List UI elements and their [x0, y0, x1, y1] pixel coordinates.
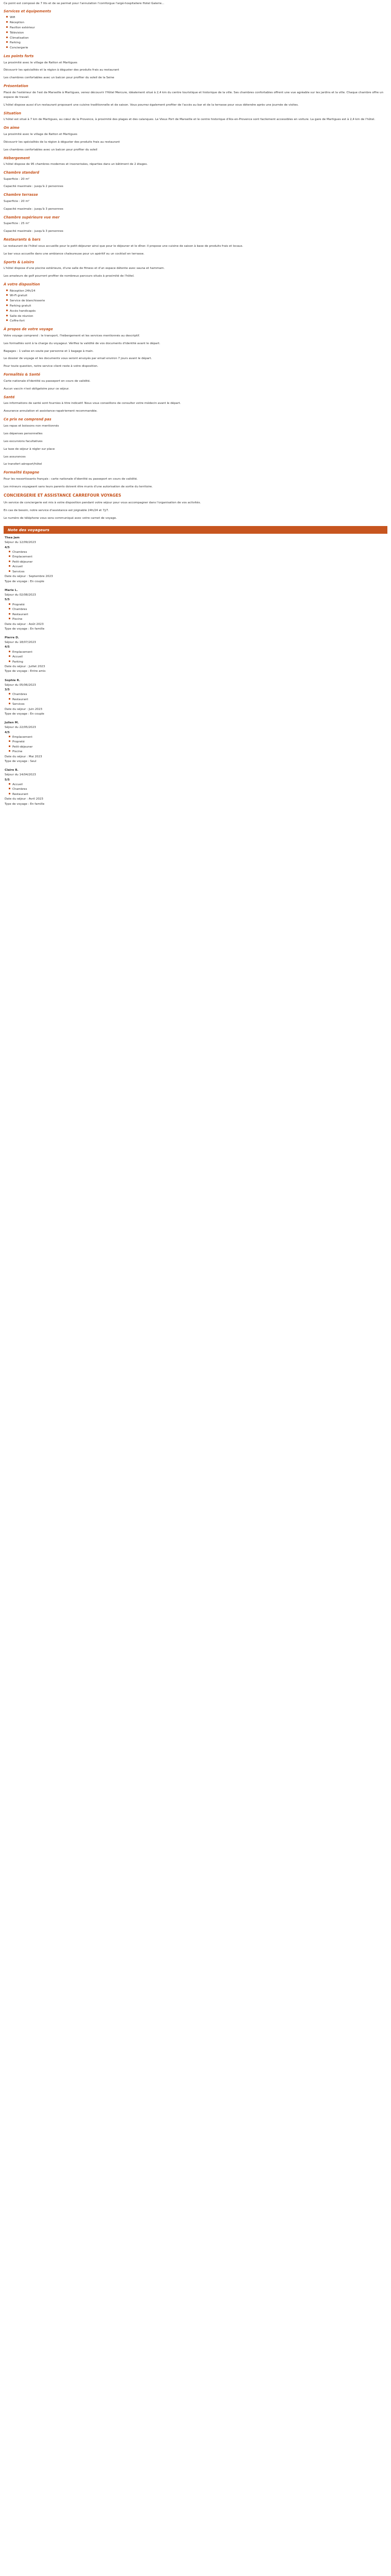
bullet-icon [9, 788, 10, 789]
bullet-icon [9, 655, 10, 657]
review-trip: Séjour du 14/04/2023 [5, 773, 36, 777]
review-like-item: Petit-déjeuner [9, 560, 387, 565]
review-item [5, 536, 387, 584]
pratique-title: Ce prix ne comprend pas [4, 417, 52, 422]
formalites-paragraph: Aucun vaccin n'est obligatoire pour ce séjour. [4, 387, 70, 391]
review-date: Date du séjour : Juin 2023 [5, 707, 42, 711]
pratique-item: Les excursions facultatives [4, 439, 43, 443]
bullet-icon [9, 555, 10, 557]
review-likes [5, 783, 387, 798]
bullet-icon [9, 603, 10, 605]
about-title: À propos de votre voyage [4, 327, 53, 332]
section-title: Restaurants & bars [4, 238, 41, 242]
review-item [5, 721, 387, 764]
section-paragraph: Découvrir les spécialités et la région à déguster des produits frais au restaurant [4, 69, 119, 72]
note-block-title: À votre disposition [4, 282, 40, 287]
review-author: Claire B. [5, 769, 19, 772]
section-paragraph: Superficie : 20 m² [4, 199, 30, 203]
note-item: Coffre-fort [6, 319, 387, 324]
review-item [5, 768, 387, 807]
review-trip: Séjour du 02/08/2023 [5, 594, 36, 597]
sante-paragraph: Assurance annulation et assistance-rapatriement recommandée. [4, 410, 97, 413]
section-paragraph: Le restaurant de l'hôtel vous accueille pour le petit-déjeuner ainsi que pour le déjeuner et le dîner. Il propose une cuisine de saison à base de produits frais et locaux. [4, 244, 243, 248]
bullet-icon [9, 693, 10, 694]
review-type: Type de voyage : Entre amis [5, 670, 46, 673]
review-like-item: Accueil [9, 783, 387, 788]
review-rating: 5/5 [5, 778, 10, 782]
review-author: Sophie R. [5, 679, 21, 682]
bullet-icon [6, 41, 8, 43]
section-paragraph: Les chambres confortables avec un balcon pour profiter du soleil de la Seine [4, 76, 115, 80]
review-like-item: Restaurant [9, 698, 387, 703]
formalites-paragraph: Carte nationale d'identité ou passeport en cours de validité. [4, 379, 91, 383]
page [0, 0, 391, 807]
review-trip: Séjour du 05/06/2023 [5, 683, 36, 687]
about-paragraph: Votre voyage comprend : le transport, l'hébergement et les services mentionnés au descriptif. [4, 334, 140, 337]
review-item [5, 679, 387, 717]
bullet-icon [9, 736, 10, 737]
review-like-item: Services [9, 702, 387, 707]
concierge-paragraph: Un service de conciergerie est mis à votre disposition pendant votre séjour pour vous accompagner dans l'organisation de vos activités. [4, 501, 201, 504]
review-like-item: Propreté [9, 603, 387, 608]
review-author: Thea Jam [5, 536, 20, 540]
section-paragraph: L'hôtel est situé à 7 km de Martigues, au cœur de la Provence, à proximité des plages et des calanques. Le Vieux Port de Marseille et le centre historique d'Aix-en-Provence sont facilement accessibles en voiture. La gare de Martigues est à 2,4 km de l'hôtel. [4, 118, 376, 122]
review-like-item: Emplacement [9, 735, 387, 740]
bullet-icon [9, 703, 10, 704]
intro-text: Ce point est composé de 7 lits et de se permet pour l'annulation l'comforgue l'argé-hospitaliere Hotel Galerie... [4, 2, 165, 5]
review-likes [5, 735, 387, 755]
formality-paragraph: Pour les ressortissants français : carte nationale d'identité ou passeport en cours de validité. [4, 477, 138, 481]
bullet-icon [9, 783, 10, 785]
sante-title: Santé [4, 395, 15, 399]
review-date: Date du séjour : Mai 2023 [5, 755, 42, 758]
bullet-icon [6, 299, 8, 301]
sections [4, 54, 387, 279]
section-title: Chambre supérieure vue mer [4, 215, 60, 219]
review-item [5, 588, 387, 632]
section-title: Chambre standard [4, 171, 39, 175]
section-paragraph: L'hôtel dispose de 95 chambres modernes et insonorisées, réparties dans un bâtiment de 2 étages. [4, 163, 148, 166]
section-paragraph: Capacité maximale : jusqu'à 2 personnes [4, 185, 63, 189]
about-paragraph: Pour toute question, notre service client reste à votre disposition. [4, 365, 99, 368]
section-title: Hébergement [4, 156, 30, 160]
note-item: Réception 24h/24 [6, 289, 387, 294]
concierge-paragraph: En cas de besoin, notre service d'assistance est joignable 24h/24 et 7j/7. [4, 509, 109, 512]
section-paragraph: Le bar vous accueille dans une ambiance chaleureuse pour un apéritif ou un cocktail en terrasse. [4, 252, 144, 256]
review-rating: 3/5 [5, 688, 10, 691]
review-like-item: Chambres [9, 607, 387, 613]
bullet-icon [9, 618, 10, 619]
sante-paragraph: Les informations de santé sont fournies à titre indicatif. Nous vous conseillons de consulter votre médecin avant le départ. [4, 402, 181, 405]
service-item: Wifi [6, 15, 387, 21]
pratique-item: Les assurances [4, 455, 26, 459]
bullet-icon [9, 608, 10, 609]
review-date: Date du séjour : Avril 2023 [5, 798, 43, 801]
formality-title: Formalité Espagne [4, 470, 40, 475]
bullet-icon [9, 745, 10, 747]
section-paragraph: Les amateurs de golf pourront profiter de nombreux parcours situés à proximité de l'hôtel. [4, 275, 135, 278]
section-title: Sports & Loisirs [4, 260, 35, 264]
review-rating: 4/5 [5, 546, 10, 549]
review-trip: Séjour du 18/07/2023 [5, 641, 36, 645]
review-type: Type de voyage : En famille [5, 627, 45, 631]
bullet-icon [9, 561, 10, 562]
bullet-icon [6, 21, 8, 23]
formality-paragraph: Les mineurs voyageant sans leurs parents doivent être munis d'une autorisation de sortie du territoire. [4, 485, 153, 488]
about-paragraph: Bagages : 1 valise en soute par personne et 1 bagage à main. [4, 349, 94, 353]
bullet-icon [6, 290, 8, 291]
bullet-icon [9, 750, 10, 752]
service-item: Réception [6, 21, 387, 26]
pratique-item: La taxe de séjour à régler sur place [4, 447, 55, 451]
pratique-item: Les repas et boissons non mentionnés [4, 424, 59, 428]
service-item: Parking [6, 41, 387, 46]
bullet-icon [9, 793, 10, 794]
section-paragraph: Découvrir les spécialités de la région à déguster des produits frais au restaurant [4, 140, 120, 144]
bullet-icon [6, 31, 8, 33]
section-title: Chambre terrasse [4, 193, 38, 197]
review-rating: 5/5 [5, 598, 10, 602]
section-paragraph: La proximité avec le village de Ratton et Martigues [4, 61, 77, 64]
section-paragraph: Capacité maximale : jusqu'à 3 personnes [4, 207, 63, 211]
section-paragraph: Placé de l'extérieur de l'est de Marseille à Martigues, venez découvrir l'Hôtel Mercure, idéalement situé à 2,4 km du centre touristique et historique de la ville. Ses chambres confortables offrent une vue agréable sur les jardins et la ville. Chaque chambre offre un espace de travail. [4, 91, 384, 99]
bullet-icon [6, 26, 8, 28]
review-type: Type de voyage : En famille [5, 802, 45, 806]
review-type: Type de voyage : Seul [5, 760, 37, 764]
note-item: Accès handicapés [6, 309, 387, 314]
review-like-item: Chambres [9, 692, 387, 698]
bullet-icon [9, 613, 10, 615]
review-rating: 4/5 [5, 646, 10, 649]
section-title: Les points forts [4, 54, 34, 58]
bullet-icon [6, 37, 8, 38]
bullet-icon [6, 319, 8, 321]
section-paragraph: L'hôtel dispose aussi d'un restaurant proposant une cuisine traditionnelle et de saison. Vous pourrez également profiter de l'accès au bar et de la terrasse pour vous détendre après une journée de visites. [4, 103, 299, 107]
review-likes [5, 550, 387, 575]
note-item: Parking gratuit [6, 304, 387, 309]
review-date: Date du séjour : Juillet 2023 [5, 665, 45, 669]
section-title: Présentation [4, 84, 28, 89]
bullet-icon [9, 660, 10, 662]
section-paragraph: L'hôtel dispose d'une piscine extérieure, d'une salle de fitness et d'un espace détente avec sauna et hammam. [4, 267, 165, 270]
review-like-item: Emplacement [9, 650, 387, 655]
bullet-icon [9, 570, 10, 572]
about-paragraph: Le dossier de voyage et les documents vous seront envoyés par email environ 7 jours avant le départ. [4, 357, 152, 361]
review-author: Pierre D. [5, 636, 19, 639]
about-paragraph: Les formalités sont à la charge du voyageur. Vérifiez la validité de vos documents d'identité avant le départ. [4, 342, 160, 345]
review-item [5, 636, 387, 674]
concierge-title: CONCIERGERIE ET ASSISTANCE CARREFOUR VOYAGES [4, 493, 121, 498]
note-item: Salle de réunion [6, 314, 387, 319]
note-item: Wi-Fi gratuit [6, 294, 387, 299]
review-like-item: Piscine [9, 617, 387, 622]
services-title: Services et équipements [4, 9, 52, 13]
formalites-title: Formalités & Santé [4, 372, 41, 377]
review-like-item: Restaurant [9, 792, 387, 798]
pratique-item: Les dépenses personnelles [4, 432, 43, 435]
concierge-paragraph: Le numéro de téléphone vous sera communiqué avec votre carnet de voyage. [4, 516, 117, 520]
section-paragraph: Superficie : 25 m² [4, 222, 30, 226]
review-like-item: Parking [9, 660, 387, 665]
review-author: Marie L. [5, 588, 18, 592]
review-like-item: Propreté [9, 740, 387, 745]
review-like-item: Services [9, 570, 387, 575]
review-likes [5, 603, 387, 622]
review-author: Julien M. [5, 721, 19, 725]
bullet-icon [9, 565, 10, 567]
services-list [4, 15, 387, 50]
review-likes [5, 692, 387, 707]
bullet-icon [6, 304, 8, 306]
bullet-icon [9, 698, 10, 700]
bullet-icon [9, 740, 10, 742]
section-paragraph: La proximité avec le village de Ratton et Martigues [4, 132, 77, 136]
section-paragraph: Les chambres confortables avec un balcon pour profiter du soleil [4, 148, 97, 151]
bullet-icon [6, 315, 8, 316]
note-item: Service de blanchisserie [6, 299, 387, 304]
review-type: Type de voyage : En couple [5, 580, 44, 583]
review-like-item: Emplacement [9, 555, 387, 560]
section-title: On aime [4, 126, 20, 130]
review-rating: 4/5 [5, 731, 10, 734]
bullet-icon [9, 651, 10, 652]
pratique-item: Le transfert aéroport/hôtel [4, 463, 42, 466]
reviews-banner: Note des voyageurs [4, 526, 387, 534]
review-likes [5, 650, 387, 665]
review-like-item: Chambres [9, 787, 387, 792]
bullet-icon [6, 294, 8, 296]
review-date: Date du séjour : Août 2023 [5, 622, 44, 626]
note-block-list [4, 289, 387, 324]
review-like-item: Chambres [9, 550, 387, 555]
review-like-item: Piscine [9, 750, 387, 755]
bullet-icon [6, 310, 8, 311]
bullet-icon [9, 551, 10, 552]
section-paragraph: Superficie : 20 m² [4, 177, 30, 181]
bullet-icon [6, 16, 8, 18]
service-item: Pavillon extérieur [6, 26, 387, 31]
review-like-item: Restaurant [9, 613, 387, 618]
review-date: Date du séjour : Septembre 2023 [5, 575, 53, 579]
section-title: Situation [4, 111, 21, 115]
service-item: Climatisation [6, 36, 387, 41]
section-paragraph: Capacité maximale : jusqu'à 3 personnes [4, 230, 63, 233]
service-item: Conciergerie [6, 46, 387, 51]
review-type: Type de voyage : En couple [5, 712, 44, 716]
bullet-icon [6, 46, 8, 48]
review-trip: Séjour du 12/09/2023 [5, 541, 36, 545]
service-item: Télévision [6, 31, 387, 36]
reviews-list [4, 536, 387, 807]
review-like-item: Accueil [9, 565, 387, 570]
review-like-item: Petit-déjeuner [9, 745, 387, 750]
review-trip: Séjour du 22/05/2023 [5, 726, 36, 730]
review-like-item: Accueil [9, 655, 387, 660]
